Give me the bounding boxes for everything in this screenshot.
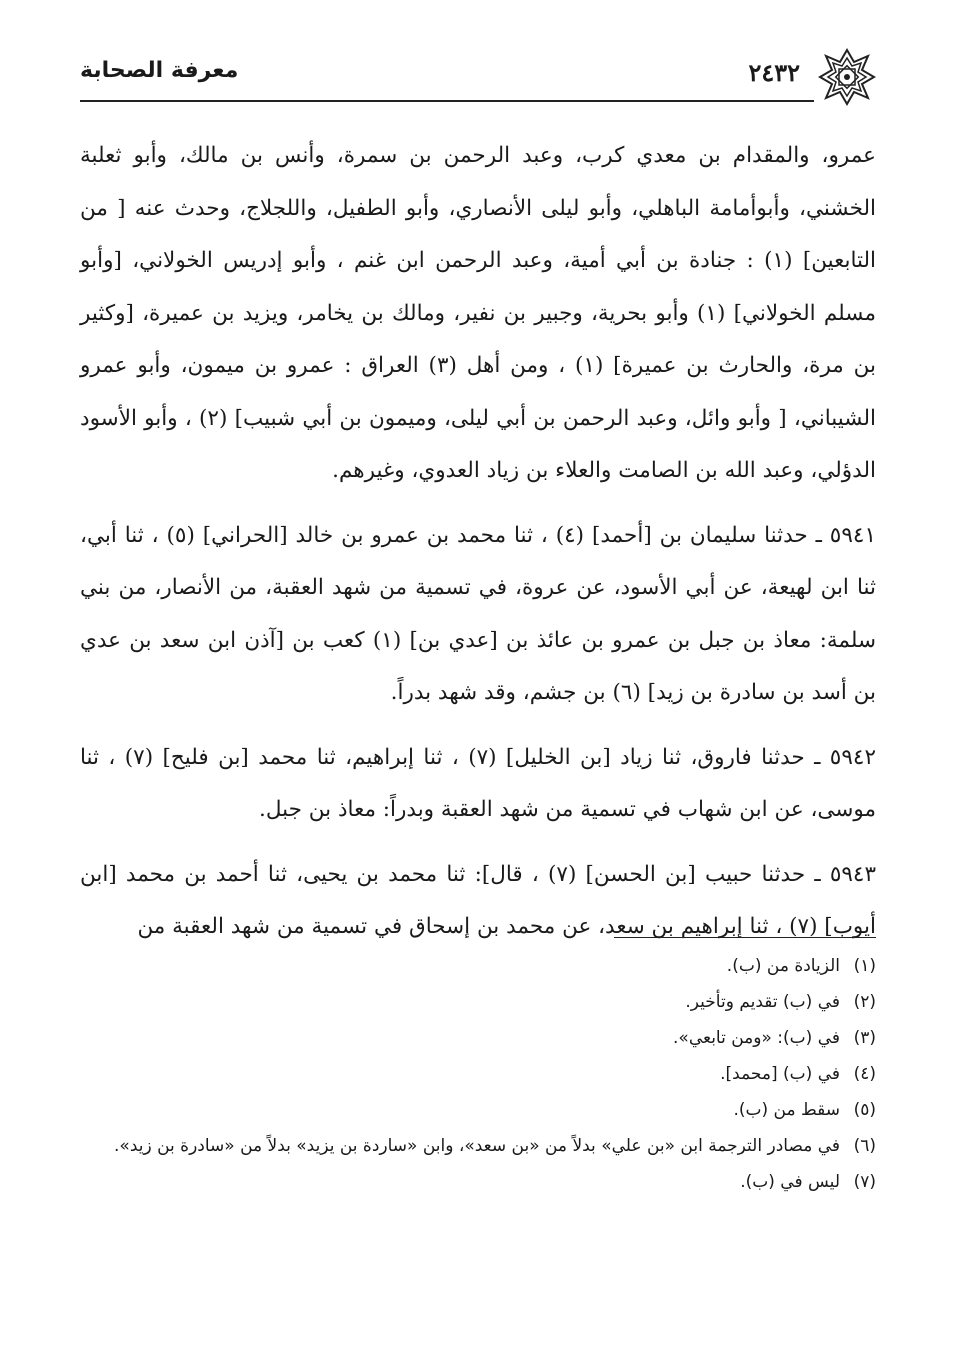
text-line: [وأبو مسلم الخولاني] (١) وأبو بحرية، وجبير بن نفير، ومالك بن يخامر، ويزيد بن [80, 248, 877, 326]
text-line: ميمون، وأبو عمرو الشيباني، [ وأبو وائل، وعبد الرحمن بن أبي ليلى، وميمون بن أبي [80, 353, 876, 431]
text-line: وغيرهم. [332, 458, 405, 483]
page-number: ٢٤٣٢ [748, 58, 800, 87]
footnote-text: الزيادة من (ب). [726, 956, 840, 976]
footnote-item [80, 1020, 876, 1056]
footnote-number: (٧) [853, 1172, 876, 1192]
footnote-item [80, 948, 876, 984]
footnote-item [80, 1092, 876, 1128]
page-header [80, 40, 876, 96]
footnote-text: في مصادر الترجمة ابن «بن علي» بدلاً من «بن سعد»، وابن «ساردة بن يزيد» بدلاً من «سادرة بن زيد». [114, 1136, 840, 1156]
paragraph-5941 [80, 510, 876, 720]
text-line: فليح] (٧) ، ثنا موسى، عن ابن شهاب في تسمية من شهد العقبة وبدراً: معاذ بن جبل. [80, 744, 876, 822]
text-line: الأنصار، من بني سلمة: معاذ بن جبل بن عمرو بن عائذ بن [عدي بن] (١) كعب بن [آذن [80, 575, 876, 653]
footnote-number: (٤) [853, 1064, 876, 1084]
footnote-separator [614, 937, 876, 938]
text-line: الخشني، وأبوأمامة الباهلي، وأبو ليلى الأنصاري، وأبو الطفيل، واللجلاج، وحدث عنه [134, 195, 876, 221]
footnote-text: في (ب): «ومن تابعي». [673, 1028, 840, 1048]
text-line: [ابن أيوب] (٧) ، ثنا إبراهيم بن سعد، عن محمد بن إسحاق في تسمية من شهد العقبة من [80, 861, 876, 939]
header-rule [80, 100, 814, 102]
footnote-number: (١) [853, 956, 876, 976]
main-text [80, 130, 876, 954]
footnote-text: ليس في (ب). [740, 1172, 840, 1192]
footnote-text: سقط من (ب). [733, 1100, 840, 1120]
text-line: عمرو، والمقدام بن معدي كرب، وعبد الرحمن بن سمرة، وأنس بن مالك، وأبو ثعلبة [80, 143, 876, 168]
octagonal-star-ornament-icon [818, 48, 876, 106]
running-title: معرفة الصحابة [80, 58, 239, 83]
text-line: ٥٩٤٣ ـ حدثنا حبيب [بن الحسن] (٧) ، قال]: ثنا محمد بن يحيى، ثنا أحمد بن محمد [125, 861, 877, 887]
text-line: ٥٩٤١ ـ حدثنا سليمان بن [أحمد] (٤) ، ثنا محمد بن عمرو بن خالد [الحراني] (٥) ، ثنا [124, 522, 876, 548]
footnote-number: (٦) [853, 1136, 876, 1156]
text-line: أبي، ثنا ابن لهيعة، عن أبي الأسود، عن عروة، في تسمية من شهد العقبة، من [80, 522, 876, 600]
footnote-item [80, 1056, 876, 1092]
text-line: عميرة، [وكثير بن مرة، والحارث بن عميرة] (١) ، ومن أهل (٣) العراق : عمرو بن [80, 300, 877, 378]
footnote-item [80, 1164, 876, 1200]
footnote-text: في (ب) [محمد]. [720, 1064, 840, 1084]
footnote-number: (٣) [853, 1028, 876, 1048]
text-line: [ من التابعين] (١) : جنادة بن أبي أمية، وعبد الرحمن ابن غنم ، وأبو إدريس الخولاني، [80, 195, 877, 273]
footnote-number: (٥) [853, 1100, 876, 1120]
text-line: ٥٩٤٢ ـ حدثنا فاروق، ثنا زياد [بن الخليل] (٧) ، ثنا إبراهيم، ثنا محمد [بن [218, 744, 876, 770]
footnotes [80, 948, 876, 1200]
paragraph [80, 130, 876, 498]
footnote-item [80, 984, 876, 1020]
footnote-number: (٢) [853, 992, 876, 1012]
footnote-text: في (ب) تقديم وتأخير. [685, 992, 840, 1012]
text-line: شبيب] (٢) ، وأبو الأسود الدؤلي، وعبد الله بن الصامت والعلاء بن زياد العدوي، [80, 405, 876, 483]
text-line: ابن سعد بن عدي بن أسد بن سادرة بن زيد] (٦) بن جشم، وقد شهد بدراً. [80, 627, 876, 705]
paragraph-5942 [80, 732, 876, 837]
footnote-item [80, 1128, 876, 1164]
